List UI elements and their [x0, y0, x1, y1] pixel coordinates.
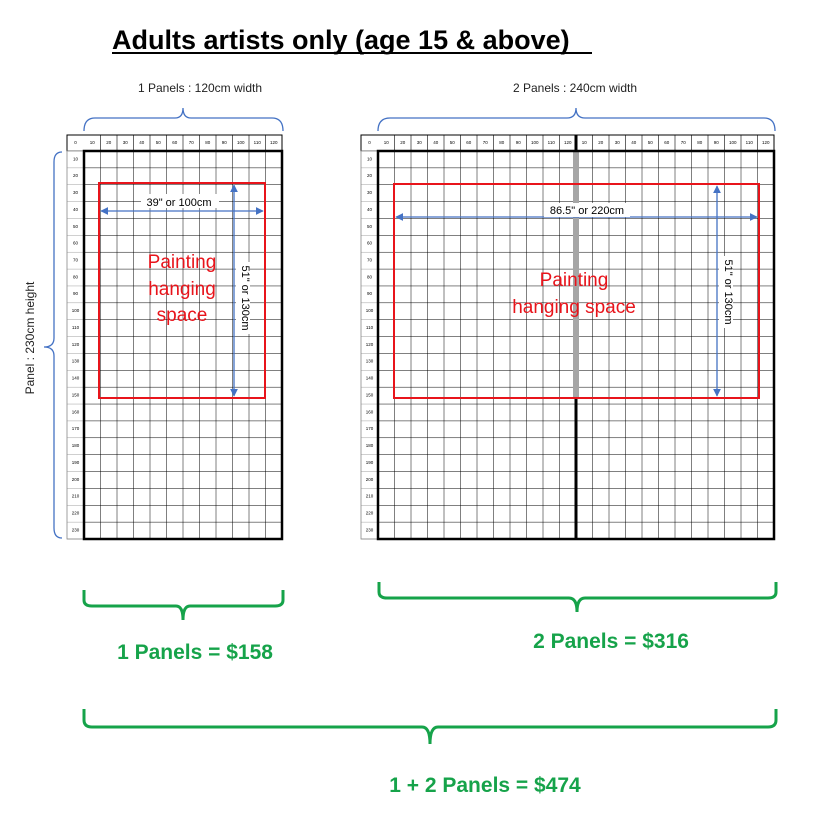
ruler-label: 120 [761, 140, 770, 145]
ruler-label: 10 [366, 156, 373, 162]
two-panel-space-label-line-2: hanging space [512, 297, 636, 318]
ruler-label: 120 [71, 341, 80, 347]
ruler-label: 110 [71, 324, 80, 330]
ruler-label: 110 [253, 140, 261, 145]
ruler-label: 190 [365, 459, 374, 465]
ruler-label: 130 [365, 358, 374, 364]
ruler-label: 90 [515, 140, 521, 145]
ruler-label: 70 [366, 257, 373, 263]
ruler-label: 200 [365, 476, 374, 482]
ruler-label: 110 [365, 324, 374, 330]
ruler-label: 50 [72, 223, 79, 229]
ruler-label: 40 [139, 140, 145, 145]
ruler-label: 200 [71, 476, 80, 482]
ruler-label: 20 [400, 140, 406, 145]
ruler-label: 0 [74, 140, 77, 145]
ruler-label: 150 [71, 392, 80, 398]
ruler-label: 140 [71, 375, 80, 381]
one-panel-width-label: 1 Panels : 120cm width [137, 81, 263, 95]
ruler-label: 160 [71, 409, 80, 415]
ruler-label: 220 [71, 510, 80, 516]
ruler-label: 10 [72, 156, 79, 162]
ruler-label: 70 [188, 140, 194, 145]
ruler-label: 20 [72, 173, 79, 179]
one-panel-vertical-label: 51" or 130cm [239, 265, 251, 331]
ruler-label: 100 [236, 140, 245, 145]
ruler-label: 60 [366, 240, 373, 246]
ruler-label: 100 [71, 308, 80, 314]
ruler-label: 100 [530, 140, 539, 145]
ruler-label: 150 [365, 392, 374, 398]
ruler-label: 100 [728, 140, 737, 145]
ruler-label: 90 [366, 291, 373, 297]
combined-price: 1 + 2 Panels = $474 [389, 774, 581, 797]
ruler-label: 210 [365, 493, 374, 499]
two-panel-price-brace [379, 582, 776, 612]
two-panel-width-brace [378, 108, 775, 131]
ruler-label: 50 [647, 140, 653, 145]
ruler-label: 110 [547, 140, 555, 145]
ruler-label: 20 [598, 140, 604, 145]
ruler-label: 30 [416, 140, 422, 145]
combined-price-brace [84, 709, 776, 744]
ruler-label: 80 [697, 140, 703, 145]
ruler-label: 80 [499, 140, 505, 145]
ruler-label: 0 [368, 140, 371, 145]
two-panel-price: 2 Panels = $316 [533, 630, 689, 653]
ruler-label: 190 [71, 459, 80, 465]
ruler-label: 120 [269, 140, 278, 145]
ruler-label: 30 [614, 140, 620, 145]
ruler-label: 100 [365, 308, 374, 314]
one-panel-space-label-line-1: Painting [147, 252, 217, 273]
ruler-label: 70 [482, 140, 488, 145]
ruler-label: 20 [366, 173, 373, 179]
ruler-label: 60 [664, 140, 670, 145]
one-panel-price-brace [84, 590, 283, 620]
ruler-label: 210 [71, 493, 80, 499]
ruler-label: 160 [365, 409, 374, 415]
ruler-label: 90 [72, 291, 79, 297]
ruler-label: 60 [172, 140, 178, 145]
ruler-label: 50 [366, 223, 373, 229]
ruler-label: 50 [449, 140, 455, 145]
ruler-label: 180 [365, 443, 374, 449]
ruler-label: 40 [433, 140, 439, 145]
ruler-label: 120 [563, 140, 572, 145]
ruler-label: 60 [72, 240, 79, 246]
ruler-label: 60 [466, 140, 472, 145]
page-title: Adults artists only (age 15 & above) [112, 25, 570, 55]
panel-height-brace [44, 152, 62, 538]
two-panel-vertical-label: 51" or 130cm [722, 259, 734, 325]
ruler-label: 20 [106, 140, 112, 145]
two-panel-horizontal-label: 86.5" or 220cm [549, 205, 625, 217]
ruler-label: 70 [72, 257, 79, 263]
one-panel-space-label-line-3: space [156, 305, 208, 326]
one-panel-horizontal-label: 39" or 100cm [146, 197, 212, 209]
ruler-label: 80 [366, 274, 373, 280]
ruler-label: 40 [72, 206, 79, 212]
ruler-label: 130 [71, 358, 80, 364]
ruler-label: 10 [581, 140, 587, 145]
ruler-label: 50 [155, 140, 161, 145]
ruler-label: 140 [365, 375, 374, 381]
ruler-label: 30 [366, 190, 373, 196]
ruler-label: 70 [680, 140, 686, 145]
ruler-label: 170 [71, 426, 80, 432]
ruler-label: 120 [365, 341, 374, 347]
ruler-label: 180 [71, 443, 80, 449]
ruler-label: 40 [631, 140, 637, 145]
two-panel-grid [361, 135, 774, 539]
ruler-label: 10 [89, 140, 95, 145]
ruler-label: 10 [383, 140, 389, 145]
ruler-label: 40 [366, 206, 373, 212]
two-panel-space-label-line-1: Painting [539, 270, 609, 291]
one-panel-price: 1 Panels = $158 [117, 641, 273, 664]
one-panel-space-label-line-2: hanging [148, 279, 216, 300]
ruler-label: 110 [745, 140, 753, 145]
one-panel-width-brace [84, 108, 283, 131]
ruler-label: 30 [72, 190, 79, 196]
two-panel-width-label: 2 Panels : 240cm width [512, 81, 638, 95]
ruler-label: 170 [365, 426, 374, 432]
panel-height-label: Panel : 230cm height [23, 281, 37, 395]
ruler-label: 80 [72, 274, 79, 280]
ruler-label: 30 [122, 140, 128, 145]
ruler-label: 230 [71, 527, 80, 533]
ruler-label: 230 [365, 527, 374, 533]
ruler-label: 80 [205, 140, 211, 145]
ruler-label: 90 [713, 140, 719, 145]
ruler-label: 220 [365, 510, 374, 516]
ruler-label: 90 [221, 140, 227, 145]
